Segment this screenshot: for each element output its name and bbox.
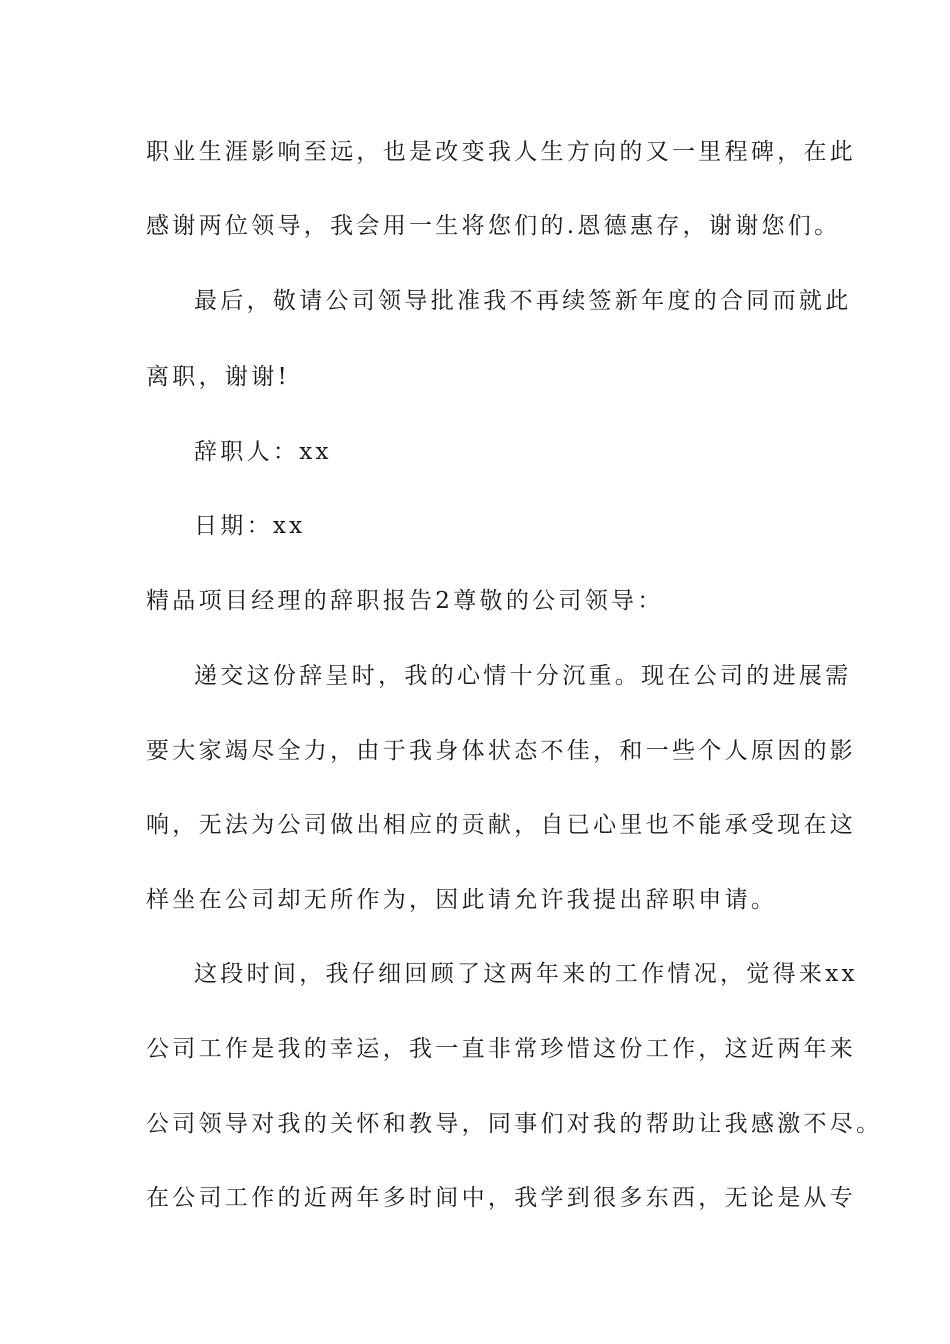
body-line-12: 这段时间，我仔细回顾了这两年来的工作情况，觉得来xx [194,961,858,987]
body-line-1: 职业生涯影响至远，也是改变我人生方向的又一里程碑，在此 [146,139,857,165]
body-line-9: 要大家竭尽全力，由于我身体状态不佳，和一些个人原因的影 [146,738,857,764]
body-line-11: 样坐在公司却无所作为，因此请允许我提出辞职申请。 [146,887,778,913]
section-heading: 精品项目经理的辞职报告2尊敬的公司领导： [146,588,664,614]
body-line-14: 公司领导对我的关怀和教导，同事们对我的帮助让我感激不尽。 [146,1111,883,1137]
date-line: 日期：xx [194,513,306,539]
body-line-4: 离职，谢谢! [146,364,291,390]
body-line-13: 公司工作是我的幸运，我一直非常珍惜这份工作，这近两年来 [146,1036,857,1062]
body-line-10: 响，无法为公司做出相应的贡献，自已心里也不能承受现在这 [146,812,857,838]
body-line-2: 感谢两位领导，我会用一生将您们的.恩德惠存，谢谢您们。 [146,213,841,239]
signature-line: 辞职人：xx [194,439,332,465]
body-line-8: 递交这份辞呈时，我的心情十分沉重。现在公司的进展需 [194,663,852,689]
body-line-15: 在公司工作的近两年多时间中，我学到很多东西，无论是从专 [146,1185,857,1211]
body-line-3: 最后，敬请公司领导批准我不再续签新年度的合同而就此 [194,288,852,314]
